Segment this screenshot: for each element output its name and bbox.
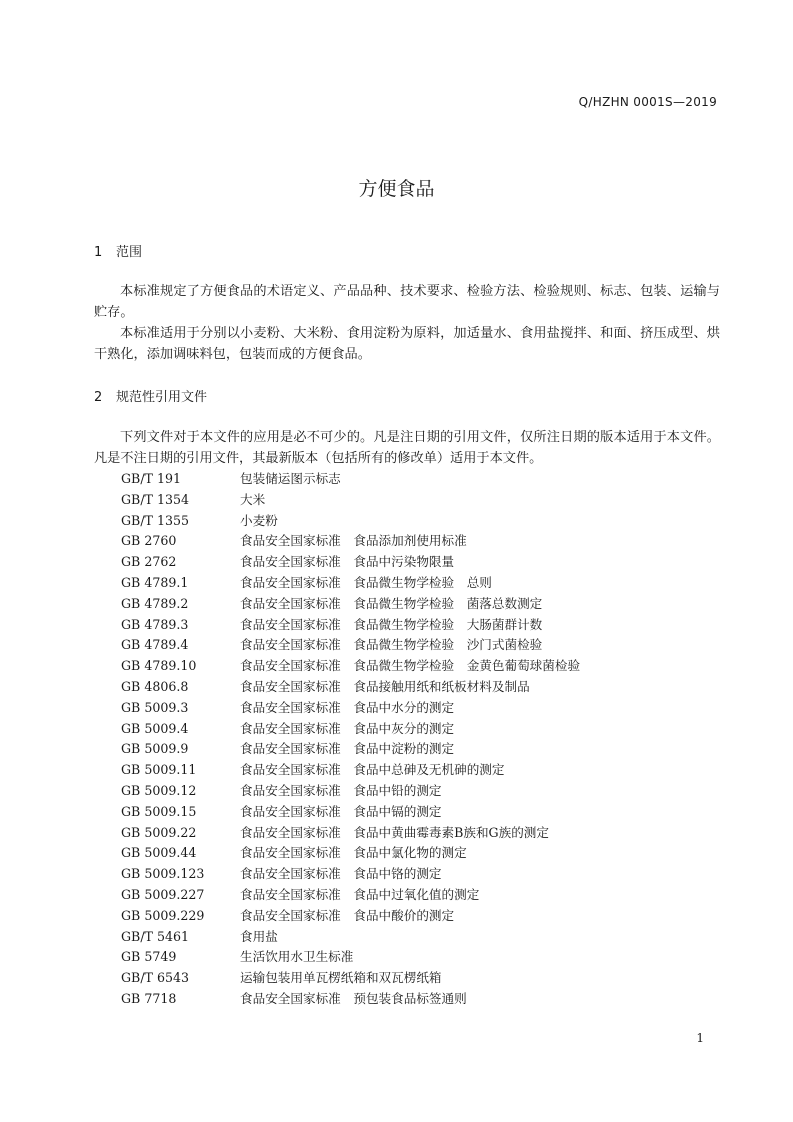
reference-title: 生活饮用水卫生标准: [240, 949, 354, 965]
reference-title: 食品安全国家标准 食品中过氧化值的测定: [240, 886, 480, 902]
section-1-title: 范围: [116, 245, 143, 260]
reference-item: [121, 802, 721, 823]
reference-item: [121, 843, 721, 864]
reference-item: [121, 531, 721, 552]
reference-code: GB 5009.12: [121, 782, 197, 798]
reference-code: GB 4789.1: [121, 574, 189, 590]
reference-item: [121, 698, 721, 719]
reference-code: GB 5009.227: [121, 886, 205, 902]
reference-code: GB 5009.44: [121, 845, 197, 861]
reference-item: [121, 989, 721, 1010]
reference-item: [121, 677, 721, 698]
reference-item: [121, 864, 721, 885]
page-number: 1: [696, 1031, 704, 1045]
reference-code: GB 5009.3: [121, 699, 189, 715]
reference-item: [121, 927, 721, 948]
reference-item: [121, 947, 721, 968]
reference-code: GB 4789.4: [121, 637, 189, 653]
section-1-paragraph-2: 本标准适用于分别以小麦粉、大米粉、食用淀粉为原料，加适量水、食用盐搅拌、和面、挤压成型、烘干熟化，添加调味料包，包装而成的方便食品。: [94, 326, 720, 362]
reference-item: [121, 469, 721, 490]
reference-title: 食品安全国家标准 食品微生物学检验 金黄色葡萄球菌检验: [240, 658, 581, 674]
reference-title: 食品安全国家标准 食品中总砷及无机砷的测定: [240, 762, 505, 778]
reference-title: 食品安全国家标准 食品中铬的测定: [240, 866, 442, 882]
reference-item: [121, 594, 721, 615]
reference-item: [121, 615, 721, 636]
reference-item: [121, 906, 721, 927]
reference-code: GB/T 191: [121, 471, 181, 486]
page-title: 方便食品: [358, 178, 435, 200]
section-2-number: 2: [94, 390, 103, 405]
reference-item: [121, 885, 721, 906]
reference-code: GB/T 1354: [121, 491, 190, 507]
reference-item: [121, 552, 721, 573]
reference-code: GB 2760: [121, 533, 177, 549]
reference-list: [121, 469, 721, 1010]
reference-item: [121, 823, 721, 844]
reference-title: 食品安全国家标准 食品中酸价的测定: [240, 907, 455, 923]
reference-title: 食品安全国家标准 食品中水分的测定: [240, 699, 455, 715]
reference-title: 食品安全国家标准 食品接触用纸和纸板材料及制品: [240, 678, 530, 694]
reference-item: [121, 490, 721, 511]
reference-item: [121, 760, 721, 781]
reference-code: GB 5009.11: [121, 762, 197, 778]
reference-code: GB 5009.229: [121, 907, 205, 923]
reference-item: [121, 781, 721, 802]
reference-title: 食品安全国家标准 食品添加剂使用标准: [240, 533, 467, 549]
reference-title: 食品安全国家标准 食品中灰分的测定: [240, 720, 455, 736]
reference-title: 食用盐: [240, 928, 278, 944]
reference-code: GB 5009.9: [121, 741, 189, 757]
reference-title: 食品安全国家标准 食品中黄曲霉毒素B族和G族的测定: [240, 824, 549, 840]
reference-title: 食品安全国家标准 食品中镉的测定: [240, 803, 442, 819]
reference-code: GB 5009.15: [121, 803, 197, 819]
reference-item: [121, 739, 721, 760]
reference-code: GB 4806.8: [121, 678, 189, 694]
reference-title: 食品安全国家标准 食品微生物学检验 沙门式菌检验: [240, 637, 543, 653]
reference-title: 食品安全国家标准 食品中铅的测定: [240, 782, 442, 798]
reference-item: [121, 573, 721, 594]
reference-code: GB 5009.22: [121, 824, 197, 840]
reference-code: GB 2762: [121, 554, 177, 570]
section-2-paragraph-1: 下列文件对于本文件的应用是必不可少的。凡是注日期的引用文件，仅所注日期的版本适用于本文件。凡是不注日期的引用文件，其最新版本（包括所有的修改单）适用于本文件。: [94, 430, 720, 466]
reference-title: 食品安全国家标准 食品中淀粉的测定: [240, 741, 455, 757]
section-1-paragraph-1: 本标准规定了方便食品的术语定义、产品品种、技术要求、检验方法、检验规则、标志、包装、运输与贮存。: [94, 284, 720, 320]
reference-code: GB 5749: [121, 949, 177, 965]
reference-item: [121, 719, 721, 740]
reference-title: 食品安全国家标准 预包装食品标签通则: [240, 990, 467, 1006]
reference-title: 食品安全国家标准 食品微生物学检验 大肠菌群计数: [240, 616, 543, 632]
reference-item: [121, 635, 721, 656]
reference-title: 包装储运图示标志: [240, 471, 341, 486]
reference-code: GB 4789.10: [121, 658, 197, 674]
reference-title: 运输包装用单瓦楞纸箱和双瓦楞纸箱: [240, 970, 442, 986]
reference-item: [121, 511, 721, 532]
section-2-heading: [94, 386, 207, 405]
reference-item: [121, 656, 721, 677]
reference-code: GB/T 6543: [121, 970, 190, 986]
reference-code: GB/T 1355: [121, 512, 190, 528]
section-2-title: 规范性引用文件: [116, 390, 208, 405]
reference-title: 食品安全国家标准 食品中污染物限量: [240, 554, 455, 570]
reference-item: [121, 968, 721, 989]
reference-code: GB 4789.2: [121, 595, 189, 611]
reference-title: 食品安全国家标准 食品微生物学检验 总则: [240, 574, 492, 590]
section-1-number: 1: [94, 245, 103, 260]
reference-title: 食品安全国家标准 食品微生物学检验 菌落总数测定: [240, 595, 543, 611]
reference-code: GB 5009.123: [121, 866, 205, 882]
reference-title: 小麦粉: [240, 512, 278, 528]
reference-code: GB 5009.4: [121, 720, 189, 736]
reference-title: 食品安全国家标准 食品中氯化物的测定: [240, 845, 467, 861]
reference-title: 大米: [240, 491, 266, 507]
section-1-heading: [94, 241, 142, 260]
reference-code: GB 7718: [121, 990, 177, 1006]
reference-code: GB/T 5461: [121, 928, 190, 944]
reference-code: GB 4789.3: [121, 616, 189, 632]
document-code: Q/HZHN 0001S—2019: [578, 95, 717, 109]
